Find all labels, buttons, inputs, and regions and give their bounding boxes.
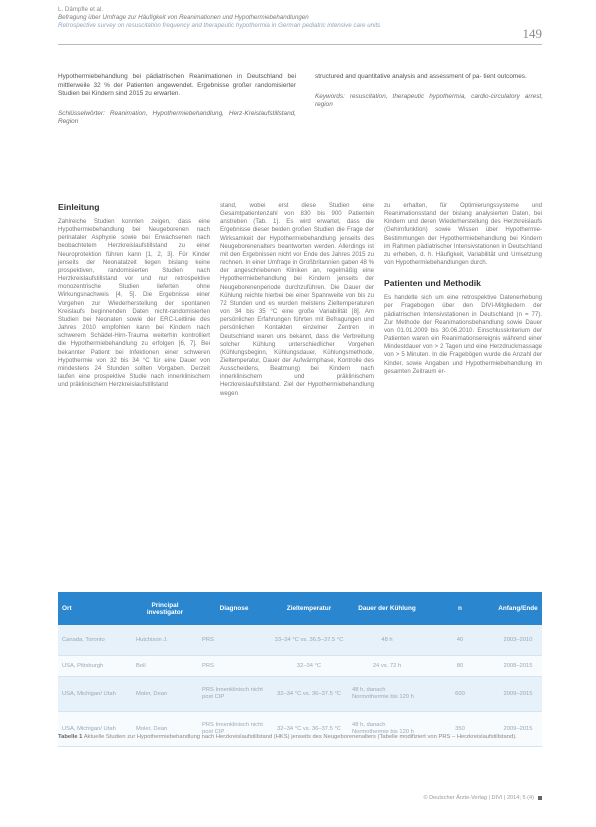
cell-anfang-ende: 2003–2010 xyxy=(494,625,542,656)
page-number: 149 xyxy=(522,26,542,41)
methods-heading: Patienten und Methodik xyxy=(384,278,481,289)
cell-diagnose: PRS xyxy=(198,625,270,656)
cell-anfang-ende: 2009–2015 xyxy=(494,677,542,712)
abstract-english-block xyxy=(315,73,543,110)
table-caption xyxy=(58,734,542,742)
cell-diagnose: PRS Innenklinisch nicht post CIP xyxy=(198,712,270,747)
cell-zieltemperatur: 32–34 °C vs. 36–37.5 °C xyxy=(270,677,348,712)
body-column-3 xyxy=(384,202,542,376)
cell-ort: USA, Michigan/ Utah xyxy=(58,712,132,747)
body-column-1 xyxy=(58,202,210,389)
header-authors: L. Dämpfle et al. xyxy=(58,6,104,13)
cell-zieltemperatur: 32–34 °C xyxy=(270,656,348,677)
intro-paragraph-3: zu erhalten, für Optimierungssysteme und Reanimationsstand der bislang analysierten Daten, bei Kindern und deren Wiederherstellung des Herzkreislaufs (Gehirnfunktion) sowie Wissen über Hypothermie-Bestimmungen der Hypothermiebehandlung bei Kindern im Rahmen pädiatrischer Intensivstationen in Deutschland zu erheben, d. h. Häufigkeit, Variabilität und Umsetzung von Hypothermiebehandlungen durch. xyxy=(384,202,542,267)
cell-diagnose: PRS Innenklinisch nicht post CIP xyxy=(198,677,270,712)
header-title-english: Retrospective survey on resuscitation frequency and therapeutic hypothermia in German pediatric intensive care units xyxy=(58,22,381,29)
keywords-english: Keywords: resuscitation, therapeutic hypothermia, cardio-circulatory arrest, region xyxy=(315,92,543,109)
body-column-2 xyxy=(220,202,374,398)
cell-ort: USA, Michigan/ Utah xyxy=(58,677,132,712)
cell-dauer: 24 vs. 72 h xyxy=(348,656,426,677)
col-header-ort: Ort xyxy=(58,592,132,625)
page-footer xyxy=(423,795,542,801)
cell-ort: USA, Pittsburgh xyxy=(58,656,132,677)
studies-table xyxy=(58,592,542,747)
cell-investigator: Moler, Dean xyxy=(132,677,198,712)
intro-paragraph-1: Zahlreiche Studien konnten zeigen, dass eine Hypothermiebehandlung bei Neugeborenen nach perinataler Asphyxie sowie bei Erwachsenen nach beobachtetem Herzkreislaufstillstand zu einer Neuroprotektion führen kann [1, 2, 3]. Für Kinder jenseits der Neonatalzeit liegen bislang keine prospektiven, randomisierten Studien nach Herzkreislaufstillstand vor und nur retrospektive monozentrische Studien lieferten ohne Wirkungsnachweis [4, 5]. Die Ergebnisse einer Vorgehen zur Wiederherstellung der spontanen Kreislaufs beginnenden Daten nicht-randomisierten Studien bei Neonaten sowie der ERC-Leitlinie des Jahres 2010 empfohlen kann bei Kindern nach schwerem Schädel-Hirn-Trauma weiterhin kontrolliert die Hypothermiebehandlung zu erfolgen [6, 7]. Bei bekannter Patient bei Infektionen einer schweren Hypothermie von 32 bis 34 °C für eine Dauer von mindestens 24 Stunden sollten Vorgaben. Derzeit laufen eine prospektive Studie nach innerklinischem und präklinischem Herzkreislaufstillstand xyxy=(58,218,210,389)
abstract-german-text: Hypothermiebehandlung bei pädiatrischen Reanimationen in Deutschland bei mittlerweile 32 % der Patienten angewendet. Ergebnisse großer randomisierter Studien bei Kindern sind 2015 zu erwarten. xyxy=(58,73,296,98)
cell-zieltemperatur: 32–34 °C vs. 36–37.5 °C xyxy=(270,712,348,747)
col-header-n: n xyxy=(426,592,494,625)
cell-zieltemperatur: 33–34 °C vs. 36.5–37.5 °C xyxy=(270,625,348,656)
cell-n: 350 xyxy=(426,712,494,747)
cell-anfang-ende: 2008–2015 xyxy=(494,656,542,677)
intro-paragraph-2: stand, wobei erst diese Studien eine Gesamtpatientenzahl von 830 bis 900 Patienten anstreben (Tab. 1). Es wird erwartet, dass die Ergebnisse dieser beiden großen Studien die Frage der Wirksamkeit der Hypothermiebehandlung jenseits des Neugeborenenalters beantworten werden. Allerdings ist mit den Ergebnissen nicht vor Ende des Jahres 2015 zu rechnen. In einer Umfrage in Großbritannien gaben 48 % der angeschriebenen Kliniken an, regelmäßig eine Hypothermiebehandlung bei Kindern jenseits der Neugeborenenperiode durchzuführen. Die Dauer der Kühlung reichte hierbei bei einer Spannweite von bis zu 72 Stunden und es wurden meistens Zieltemperaturen von 34 bis 35 °C eine große Variabilität [8]. Am persönlichen Erfahrungen führten mit Befragungen und persönlichen Kontakten einzelner Zentren in Deutschland waren uns bekannt, dass die Verbreitung solcher Kühlung unterschiedlicher Vorgehen (Kühlungsbeginn, Kühlungsdauer, Kühlungsmethode, Zieltemperatur, Dauer der Aufwärmphase, Kontrolle des Ausscheidens, Beatmung) bei Kindern nach innerklinischem und präklinischem Herzkreislaufstillstand. Ziel der Hypothermiebehandlung wegen xyxy=(220,202,374,397)
cell-dauer: 48 h, danach Normothermie bis 120 h xyxy=(348,677,426,712)
table-row xyxy=(58,677,542,712)
col-header-dauer: Dauer der Kühlung xyxy=(348,592,426,625)
col-header-diagnose: Diagnose xyxy=(198,592,270,625)
col-header-anfang-ende: Anfang/Ende xyxy=(494,592,542,625)
cell-dauer: 48 h, danach Normothermie bis 120 h xyxy=(348,712,426,747)
abstract-german-block xyxy=(58,73,296,127)
abstract-english-text: structured and quantitative analysis and assessment of pa- tient outcomes. xyxy=(315,73,527,80)
cell-n: 80 xyxy=(426,656,494,677)
cell-investigator: Hutchison J. xyxy=(132,625,198,656)
cell-diagnose: PRS xyxy=(198,656,270,677)
header-title-german: Befragung über Umfrage zur Häufigkeit von Reanimationen und Hypothermiebehandlungen xyxy=(58,14,309,21)
header-divider xyxy=(58,44,542,45)
table-header-row xyxy=(58,592,542,625)
col-header-zieltemperatur: Zieltemperatur xyxy=(270,592,348,625)
footer-square-icon xyxy=(538,796,542,800)
table-caption-label: Tabelle 1 xyxy=(58,734,83,740)
cell-investigator: Bell xyxy=(132,656,198,677)
table-caption-text: Aktuelle Studien zur Hypothermiebehandlung nach Herzkreislaufstillstand (HKS) jenseits des Neugeborenenalters (Tabelle modifiziert von PRS – Herzkreislaufstillstand). xyxy=(83,734,517,740)
footer-text: © Deutscher Ärzte-Verlag | DIVI | 2014; 5 (4) xyxy=(423,795,534,801)
table-row xyxy=(58,656,542,677)
cell-investigator: Moler, Dean xyxy=(132,712,198,747)
running-header xyxy=(58,6,542,30)
cell-n: 600 xyxy=(426,677,494,712)
cell-n: 40 xyxy=(426,625,494,656)
methods-paragraph: Es handelte sich um eine retrospektive Datenerhebung per Fragebogen über den DIVI-Mitgliedern der pädiatrischen Intensivstationen in Deutschland (n = 77). Zur Methode der Reanimationsbehandlung sowie Dauer von 01.01.2009 bis 30.06.2010. Einschlusskriterium der Patienten waren ein Reanimationsereignis während einer Mindestdauer von > 2 Tagen und eine Herzdruckmassage von > 5 Minuten. In die Fragebögen wurde die Anzahl der Kinder, sowie Angaben und Hypothermiebehandlung im gesamten Zeitraum er- xyxy=(384,294,542,375)
cell-anfang-ende: 2009–2015 xyxy=(494,712,542,747)
cell-ort: Canada, Toronto xyxy=(58,625,132,656)
intro-heading: Einleitung xyxy=(58,202,100,212)
col-header-investigator: Principal investigator xyxy=(132,592,198,625)
keywords-german: Schlüsselwörter: Reanimation, Hypothermiebehandlung, Herz-Kreislaufstillstand, Region xyxy=(58,109,296,126)
table-row xyxy=(58,625,542,656)
cell-dauer: 48 h xyxy=(348,625,426,656)
